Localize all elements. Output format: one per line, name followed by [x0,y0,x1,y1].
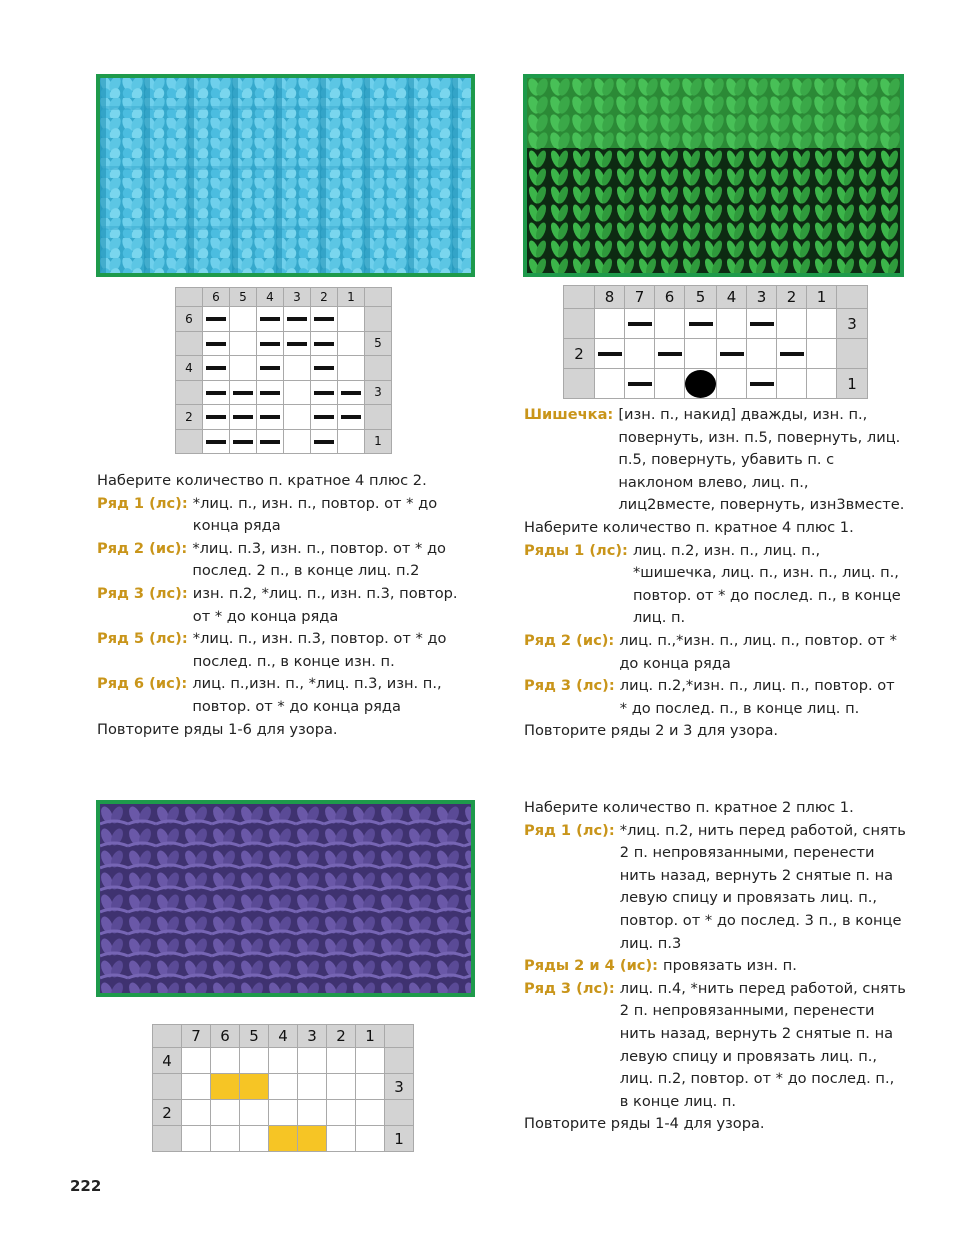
chart-cell [284,307,311,332]
purl-symbol [598,352,622,356]
chart-cell [685,339,717,369]
purl-symbol [341,415,361,419]
row-instruction [524,978,906,1114]
chart-row-number-right: 1 [837,369,868,399]
chart-cell [595,369,625,399]
chart-cell [717,369,747,399]
cast-on-text: Наберите количество п. кратное 2 плюс 1. [524,799,854,816]
chart-cell [685,309,717,339]
chart-cell [284,405,311,430]
row-instruction [524,820,906,956]
chart-cell [625,369,655,399]
row-text: лиц. п.,изн. п., *лиц. п.3, изн. п., повтор. от * до конца ряда [192,675,442,715]
chart-row-number-left: 2 [564,339,595,369]
chart-cell [298,1100,327,1126]
chart-cell [777,309,807,339]
row-label: Ряд 6 (ис): [97,675,193,693]
chart-cell [356,1074,385,1100]
chart-cell-slip [211,1074,240,1100]
chart-row-number-left [564,369,595,399]
chart-column-number: 6 [203,288,230,307]
chart-cell [327,1126,356,1152]
chart-cell [269,1074,298,1100]
purl-symbol [287,317,307,321]
chart-cell [230,356,257,381]
chart-header-row [176,288,392,307]
row-text: лиц. п.,*изн. п., лиц. п., повтор. от * до конца ряда [619,631,897,672]
row-label: Шишечка: [524,406,619,423]
chart-row-number-left: 4 [176,356,203,381]
chart-cell [311,331,338,356]
chart-row-number-left [176,331,203,356]
repeat-note: Повторите ряды 1-4 для узора. [524,1115,765,1133]
chart-row-number-left [176,429,203,454]
chart-cell [327,1048,356,1074]
chart-corner-cell [385,1025,414,1048]
chart-column-number: 6 [211,1025,240,1048]
chart-cell [595,339,625,369]
chart-row-number-right: 1 [365,429,392,454]
chart-row-number-right [365,405,392,430]
chart-cell [230,429,257,454]
chart-corner-cell [153,1025,182,1048]
chart-corner-cell [365,288,392,307]
chart-cell [298,1048,327,1074]
purl-symbol [689,322,713,326]
row-label: Ряд 3 (лс): [524,677,620,695]
row-label: Ряд 3 (лс): [524,979,620,997]
stitch-chart-1 [175,287,392,454]
purl-symbol [206,415,226,419]
chart-cell [298,1074,327,1100]
chart-cell [311,380,338,405]
purl-symbol [720,352,744,356]
row-text: лиц. п.4, *нить перед работой, снять 2 п. непровязанными, перенести нить назад, вернуть 2 снятые п. на левую спицу и провязать лиц. п., лиц. п.2, повтор. от * до послед. п., в конце лиц. п. [619,979,906,1110]
chart-cell [203,307,230,332]
row-text: *лиц. п.3, изн. п., повтор. от * до послед. 2 п., в конце лиц. п.2 [192,539,446,580]
chart-row-number-right [385,1048,414,1074]
chart-row-number-left: 2 [153,1100,182,1126]
chart-row [176,356,392,381]
row-instruction [97,538,475,583]
chart-cell [338,356,365,381]
chart-row-number-right [365,307,392,332]
chart-cell [777,369,807,399]
chart-column-number: 1 [338,288,365,307]
row-text: изн. п.2, *лиц. п., изн. п.3, повтор. от * до конца ряда [192,584,458,625]
chart-cell [211,1126,240,1152]
repeat-note: Повторите ряды 2 и 3 для узора. [524,722,779,740]
purl-symbol [260,342,280,346]
row-instruction [524,675,906,720]
chart-corner-cell [837,286,868,309]
purl-symbol [206,440,226,444]
purl-symbol [206,366,226,370]
chart-cell [182,1100,211,1126]
chart-cell [595,309,625,339]
row-text: *лиц. п., изн. п., повтор. от * до конца ряда [192,494,438,535]
chart-column-number: 5 [240,1025,269,1048]
chart-cell [240,1048,269,1074]
chart-row-number-right: 3 [385,1074,414,1100]
chart-cell [655,339,685,369]
chart-header-row [153,1025,414,1048]
chart-row-number-left [176,380,203,405]
chart-column-number: 8 [595,286,625,309]
row-label: Ряд 1 (лс): [97,494,193,512]
chart-cell [311,429,338,454]
chart-cell [230,405,257,430]
row-label: Ряд 5 (лс): [97,630,193,648]
row-instruction [97,673,475,718]
chart-corner-cell [564,286,595,309]
chart-cell [284,331,311,356]
chart-column-number: 2 [777,286,807,309]
chart-cell [356,1126,385,1152]
chart-cell [203,405,230,430]
chart-column-number: 4 [269,1025,298,1048]
chart-row [153,1100,414,1126]
page-number: 222 [70,1177,102,1195]
chart-row [153,1048,414,1074]
row-label: Ряды 1 (лс): [524,541,633,559]
chart-cell [311,307,338,332]
chart-cell [807,339,837,369]
chart-cell [211,1100,240,1126]
chart-cell [338,307,365,332]
chart-column-number: 3 [298,1025,327,1048]
chart-column-number: 4 [717,286,747,309]
row-instruction [524,404,906,517]
chart-column-number: 5 [685,286,717,309]
chart-column-number: 3 [284,288,311,307]
chart-row [564,339,868,369]
chart-column-number: 2 [327,1025,356,1048]
chart-cell [338,331,365,356]
chart-row-number-right [365,356,392,381]
chart-row-number-left: 4 [153,1048,182,1074]
chart-cell [685,369,717,399]
purl-symbol [780,352,804,356]
row-text: лиц. п.2, изн. п., лиц. п., *шишечка, лиц. п., изн. п., лиц. п., повтор. от * до послед. п., в конце лиц. п. [632,541,901,627]
chart-row-number-right [837,339,868,369]
chart-column-number: 1 [807,286,837,309]
row-instruction [97,493,475,538]
chart-cell [284,429,311,454]
chart-cell [203,429,230,454]
chart-cell [203,331,230,356]
row-text: провязать изн. п. [663,957,797,975]
row-text: *лиц. п., изн. п.3, повтор. от * до послед. п., в конце изн. п. [192,630,447,670]
chart-cell [203,380,230,405]
purl-symbol [206,391,226,395]
chart-cell [182,1126,211,1152]
chart-cell [625,309,655,339]
cast-on-text: Наберите количество п. кратное 4 плюс 2. [97,472,427,489]
chart-cell [747,339,777,369]
chart-row-number-right [385,1100,414,1126]
purl-symbol [233,440,253,444]
chart-cell [257,356,284,381]
chart-cell [257,429,284,454]
chart-cell [182,1048,211,1074]
row-instruction [524,955,906,978]
chart-cell [327,1100,356,1126]
chart-cell [311,405,338,430]
row-label: Ряд 1 (лс): [524,821,620,839]
chart-column-number: 6 [655,286,685,309]
chart-row [176,331,392,356]
row-label: Ряды 2 и 4 (ис): [524,957,664,975]
chart-cell [717,339,747,369]
chart-row [564,369,868,399]
chart-header-row [564,286,868,309]
purl-symbol [260,391,280,395]
chart-cell [269,1100,298,1126]
purl-symbol [628,382,652,386]
chart-cell [257,405,284,430]
row-instruction [97,628,475,673]
chart-cell [230,331,257,356]
row-instruction [524,540,906,630]
chart-cell [257,331,284,356]
chart-column-number: 3 [747,286,777,309]
instructions-1 [97,470,475,741]
chart-cell [203,356,230,381]
stitch-chart-2 [563,285,868,399]
chart-column-number: 7 [625,286,655,309]
chart-cell [182,1074,211,1100]
chart-row [153,1126,414,1152]
purl-symbol [260,415,280,419]
chart-row-number-right: 5 [365,331,392,356]
chart-row-number-left [564,309,595,339]
row-label: Ряд 2 (ис): [524,631,620,649]
stitch-chart-3 [152,1024,414,1152]
chart-cell [257,307,284,332]
chart-cell [338,405,365,430]
chart-cell [655,369,685,399]
chart-row [153,1074,414,1100]
purl-symbol [206,342,226,346]
chart-cell [747,309,777,339]
chart-cell [356,1048,385,1074]
chart-column-number: 5 [230,288,257,307]
chart-row-number-right: 3 [837,309,868,339]
chart-column-number: 4 [257,288,284,307]
chart-cell [269,1048,298,1074]
row-text: [изн. п., накид] дважды, изн. п., повернуть, изн. п.5, повернуть, лиц. п.5, повернуть, убавить п. с наклоном влево, лиц. п., лиц2вместе, повернуть, изн3вместе. [618,406,905,514]
chart-cell [356,1100,385,1126]
row-label: Ряд 2 (ис): [97,539,193,557]
chart-cell-slip [269,1126,298,1152]
chart-cell [230,380,257,405]
chart-cell [311,356,338,381]
chart-cell [284,356,311,381]
instructions-3 [524,797,906,1136]
purl-symbol [314,342,334,346]
chart-cell [807,369,837,399]
purl-symbol [314,440,334,444]
chart-row [176,429,392,454]
purl-symbol [750,322,774,326]
purl-symbol [314,366,334,370]
chart-row-number-left: 6 [176,307,203,332]
purple-swatch-photo [96,800,475,997]
purl-symbol [314,317,334,321]
chart-cell [230,307,257,332]
row-text: лиц. п.2,*изн. п., лиц. п., повтор. от * до послед. п., в конце лиц. п. [619,677,895,717]
chart-cell [717,309,747,339]
chart-row [176,405,392,430]
bobble-symbol [685,370,716,398]
purl-symbol [260,317,280,321]
purl-symbol [750,382,774,386]
row-text: *лиц. п.2, нить перед работой, снять 2 п. непровязанными, перенести нить назад, вернуть 2 снятые п. на левую спицу и провязать лиц. п., повтор. от * до послед. 3 п., в конце лиц. п.3 [619,821,906,952]
chart-column-number: 2 [311,288,338,307]
chart-cell [284,380,311,405]
chart-cell [655,309,685,339]
chart-row [564,309,868,339]
chart-cell [327,1074,356,1100]
purl-symbol [260,366,280,370]
row-instruction [524,630,906,675]
purl-symbol [206,317,226,321]
chart-cell [338,429,365,454]
chart-cell-slip [298,1126,327,1152]
chart-cell [257,380,284,405]
chart-column-number: 1 [356,1025,385,1048]
chart-row-number-right: 1 [385,1126,414,1152]
cast-on-text: Наберите количество п. кратное 4 плюс 1. [524,518,854,536]
chart-row [176,380,392,405]
chart-column-number: 7 [182,1025,211,1048]
chart-cell [338,380,365,405]
chart-corner-cell [176,288,203,307]
chart-row-number-left [153,1074,182,1100]
chart-cell [807,309,837,339]
chart-cell [240,1126,269,1152]
chart-row [176,307,392,332]
purl-symbol [341,391,361,395]
chart-row-number-right: 3 [365,380,392,405]
chart-cell [211,1048,240,1074]
row-instruction [97,583,475,628]
purl-symbol [233,415,253,419]
repeat-note: Повторите ряды 1-6 для узора. [97,720,338,738]
instructions-2 [524,404,906,743]
purl-symbol [260,440,280,444]
purl-symbol [314,391,334,395]
chart-row-number-left: 2 [176,405,203,430]
chart-row-number-left [153,1126,182,1152]
blue-swatch-photo [96,74,475,277]
purl-symbol [233,391,253,395]
chart-cell [240,1100,269,1126]
chart-cell [747,369,777,399]
chart-cell [777,339,807,369]
purl-symbol [628,322,652,326]
chart-cell-slip [240,1074,269,1100]
green-swatch-photo [523,74,904,277]
purl-symbol [658,352,682,356]
chart-cell [625,339,655,369]
purl-symbol [287,342,307,346]
row-label: Ряд 3 (лс): [97,584,193,602]
purl-symbol [314,415,334,419]
